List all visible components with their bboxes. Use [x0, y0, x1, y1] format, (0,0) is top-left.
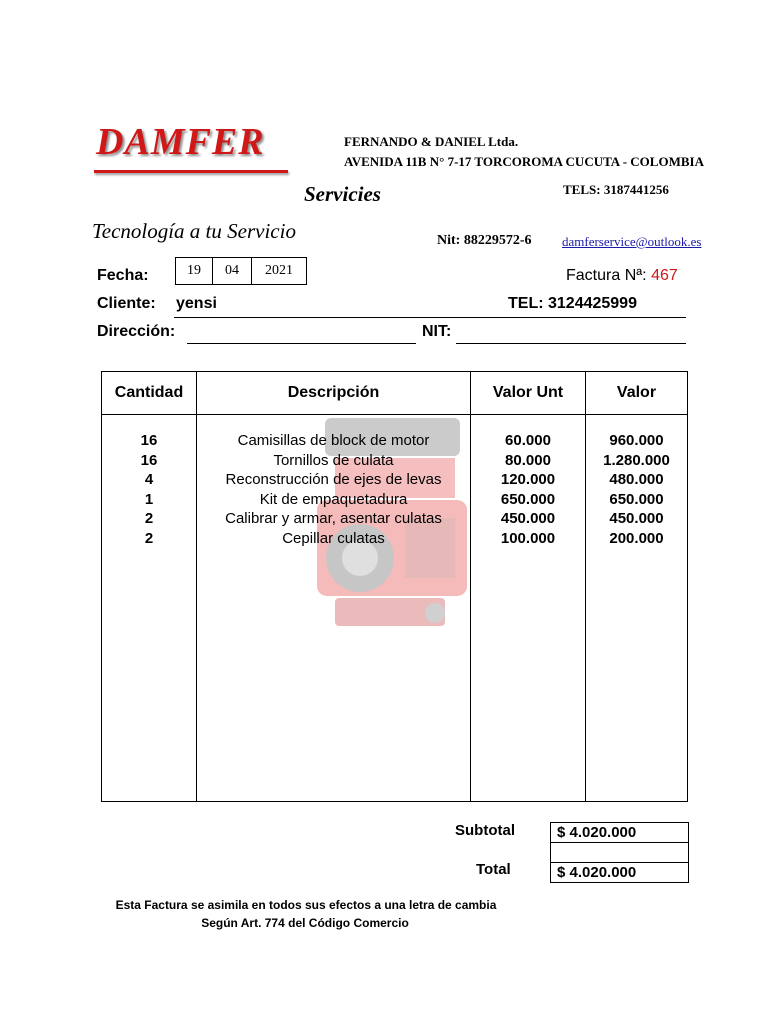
- table-row: [102, 415, 688, 802]
- footer-line-2: Según Art. 774 del Código Comercio: [201, 916, 409, 930]
- services-title: Servicies: [304, 182, 381, 206]
- factura-number: 467: [651, 267, 678, 284]
- total-label: Total: [476, 861, 511, 878]
- unit-column: [471, 415, 586, 802]
- value-cell: 1.280.000: [603, 451, 670, 469]
- unit-cell: 650.000: [500, 490, 556, 508]
- factura-label: Factura Nª:: [566, 267, 647, 284]
- unit-cell: 100.000: [500, 529, 556, 547]
- value-cell: 450.000: [609, 510, 664, 527]
- desc-column: [197, 415, 471, 802]
- footer-line-1: Esta Factura se asimila en todos sus efectos a una letra de cambia: [115, 898, 497, 912]
- subtotal-value: $ 4.020.000: [551, 823, 688, 843]
- unit-cell: 120.000: [500, 471, 556, 488]
- desc-cell: Reconstrucción de ejes de levas: [225, 471, 442, 488]
- desc-cell: Camisillas de block de motor: [237, 432, 430, 449]
- qty-cell: 16: [140, 451, 158, 469]
- direccion-underline: [187, 343, 416, 344]
- cliente-label: Cliente:: [97, 295, 156, 312]
- cliente-underline: [174, 317, 686, 318]
- qty-cell: 1: [144, 490, 154, 508]
- nit-underline: [456, 343, 686, 344]
- unit-cell: 450.000: [500, 510, 556, 527]
- date-year: 2021: [265, 263, 293, 278]
- header-descripcion: Descripción: [197, 372, 471, 415]
- value-cell: 650.000: [609, 490, 664, 508]
- fecha-label: Fecha:: [97, 267, 149, 284]
- date-box: [175, 257, 307, 285]
- company-name: FERNANDO & DANIEL Ltda.: [344, 134, 519, 149]
- desc-cell: Tornillos de culata: [273, 451, 394, 469]
- company-logo: DAMFER: [96, 121, 265, 163]
- header-valor-unt: Valor Unt: [471, 372, 586, 415]
- client-phone: TEL: 3124425999: [508, 295, 637, 312]
- value-cell: 480.000: [609, 471, 664, 488]
- value-cell: 960.000: [609, 432, 664, 449]
- date-month: 04: [213, 258, 252, 284]
- qty-cell: 4: [144, 471, 154, 488]
- cliente-value: yensi: [176, 295, 217, 312]
- desc-cell: Cepillar culatas: [282, 529, 385, 547]
- nit-label: NIT:: [422, 323, 452, 340]
- header-cantidad: Cantidad: [102, 372, 197, 415]
- value-cell: 200.000: [609, 529, 664, 547]
- qty-cell: 2: [144, 529, 154, 547]
- legal-footer: [0, 896, 768, 932]
- company-nit: Nit: 88229572-6: [437, 233, 532, 248]
- header-valor: Valor: [586, 372, 688, 415]
- unit-cell: 60.000: [505, 432, 551, 449]
- items-table: [101, 371, 688, 802]
- value-column: [586, 415, 688, 802]
- qty-cell: 2: [144, 510, 154, 527]
- totals-spacer-row: [551, 843, 688, 863]
- logo-underline: [94, 170, 288, 173]
- desc-cell: Kit de empaquetadura: [259, 490, 408, 508]
- desc-cell: Calibrar y armar, asentar culatas: [225, 510, 442, 527]
- totals-box: [550, 822, 689, 883]
- table-header-row: [102, 372, 688, 415]
- email-link[interactable]: damferservice@outlook.es: [562, 234, 702, 249]
- qty-cell: 16: [140, 432, 158, 449]
- subtotal-label: Subtotal: [455, 822, 515, 839]
- direccion-label: Dirección:: [97, 323, 176, 340]
- company-phone: TELS: 3187441256: [563, 182, 669, 197]
- company-address: AVENIDA 11B N° 7-17 TORCOROMA CUCUTA - COLOMBIA: [344, 154, 704, 169]
- total-value: $ 4.020.000: [557, 864, 637, 881]
- unit-cell: 80.000: [505, 451, 551, 469]
- invoice-number: [566, 267, 678, 285]
- date-day: 19: [176, 258, 213, 284]
- slogan: Tecnología a tu Servicio: [92, 219, 296, 243]
- qty-column: [102, 415, 197, 802]
